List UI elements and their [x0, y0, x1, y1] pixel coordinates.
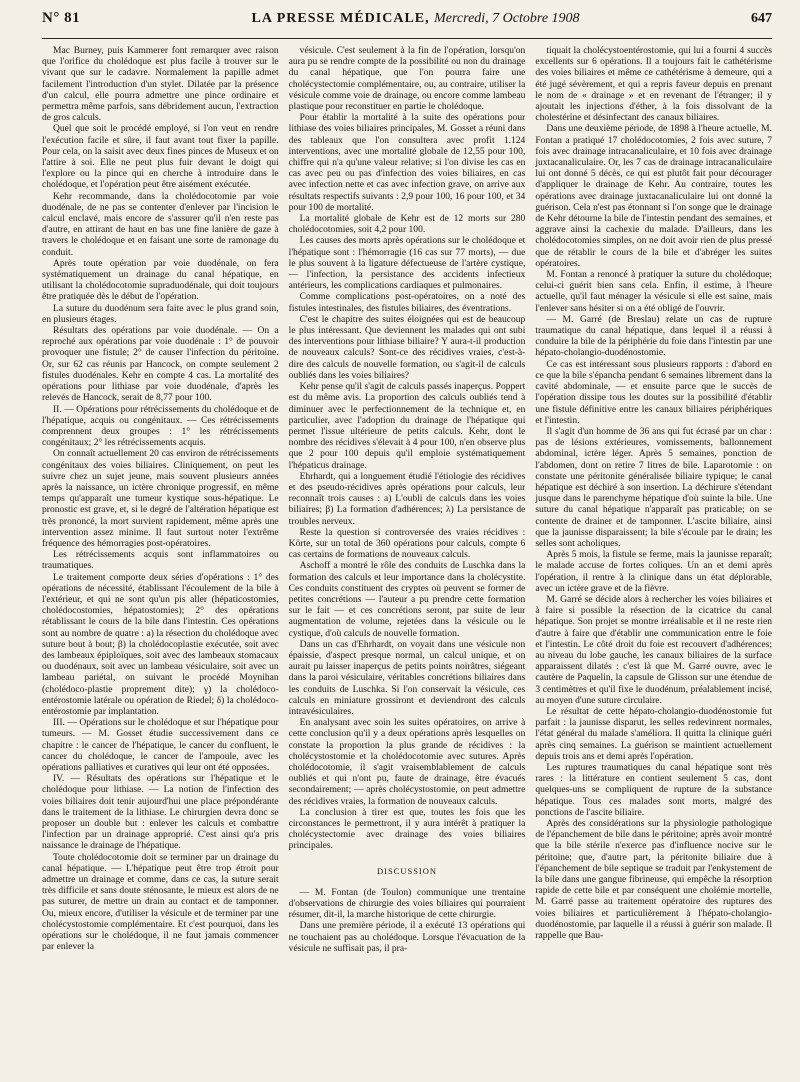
- paragraph: Il s'agit d'un homme de 36 ans qui fut écrasé par un char : pas de lésions extérieures, vomissements, ballonnement abdominal, ictère léger. Après 5 semaines, ponction de l'abdomen, dont on retire 7 litres de bile. Laparotomie : on constate une péritonite généralisée biliaire typique; le canal hépatique est déchiré à son insertion. La déchirure s'étendant jusque dans le parenchyme hépatique d'où suinte la bile. Une suture du canal hépatique n'apparaît pas praticable; on se contente de drainer et de tamponner. L'ascite biliaire, ainsi que la jaunisse disparaissent; la bile s'écoule par le drain; les selles sont acholiques.: [535, 425, 772, 549]
- paragraph: IV. — Résultats des opérations sur l'hépatique et le cholédoque pour lithiase. — La notion de l'infection des voies biliaires doit tenir aujourd'hui une place prépondérante dans le traitement de la lithiase. Le chirurgien devra donc se proposer un double but : enlever les calculs et combattre l'infection par un drainage approprié. C'est ainsi qu'a pris naissance le drainage de l'hépatique.: [42, 773, 279, 852]
- paragraph: Dans une deuxième période, de 1898 à l'heure actuelle, M. Fontan a pratiqué 17 cholédocotomies, 2 fois avec suture, 7 fois avec drainage intracanaliculaire, et 10 fois avec drainage juxtacanaliculaire. Or, les 7 cas de drainage intracanaliculaire lui ont donné 5 décès, ce qui est plutôt fait pour décourager d'appliquer le drainage de Kehr. Au contraire, toutes les opérations avec drainage juxtacanaliculaire lui ont donné la guérison. Cela n'est pas étonnant si l'on songe que le drainage de Kehr détourne la bile de l'intestin pendant des semaines, et aggrave ainsi la cachexie du malade. D'ailleurs, dans les cholédocotomies simples, on ne doit avoir rien de plus pressé que de rétablir le cours de la bile et d'abréger les suites opératoires.: [535, 123, 772, 269]
- section-heading: DISCUSSION: [376, 865, 438, 876]
- paragraph: Kehr recommande, dans la cholédocotomie par voie duodénale, de ne pas se contenter d'enlever par l'incision le calcul enclavé, mais encore de s'assurer qu'il n'en reste pas d'autre, en attirant de haut en bas une fine lanière de gaze à travers le cholédoque et en faisant une sorte de ramonage du conduit.: [42, 190, 279, 258]
- paragraph: Les rétrécissements acquis sont inflammatoires ou traumatiques.: [42, 549, 279, 572]
- paragraph: La suture du duodénum sera faite avec le plus grand soin, en plusieurs étages.: [42, 302, 279, 325]
- paragraph: — M. Fontan (de Toulon) communique une trentaine d'observations de chirurgie des voies biliaires qui pourraient résumer, dit-il, la marche historique de cette chirurgie.: [288, 886, 526, 921]
- paragraph: Résultats des opérations par voie duodénale. — On a reproché aux opérations par voie duodénale : 1° de pouvoir provoquer une fistule; 2° de causer l'infection du péritoine. Or, sur 62 cas réunis par Hancock, on compte seulement 2 fistules duodénales. Kehr en compte 4 cas. La mortalité des opérations pour lithiase par voie duodénale, d'après les relevés de Hancock, serait de 8,77 pour 100.: [42, 325, 279, 404]
- page-number: 647: [750, 11, 772, 26]
- paragraph: C'est le chapitre des suites éloignées qui est de beaucoup le plus intéressant. Que deviennent les malades qui ont subi des interventions pour lithiase biliaire? Y aura-t-il production de nouveaux calculs? Sont-ce des récidives vraies, c'est-à-dire des calculs de nouvelle formation, ou s'agit-il de calculs oubliés dans les voies biliaires?: [288, 313, 526, 381]
- paragraph: III. — Opérations sur le cholédoque et sur l'hépatique pour tumeurs. — M. Gosset étudie successivement dans ce chapitre : le cancer de l'hépatique, le cancer du confluent, le cancer du cholédoque, le cancer de l'ampoule, avec les opérations palliatives et curatives qui leur ont été opposées.: [42, 717, 279, 773]
- paragraph: Ce cas est intéressant sous plusieurs rapports : d'abord en ce que la bile s'épancha pendant 6 semaines librement dans la cavité abdominale, — et ensuite parce que le succès de l'opération dissipe tous les doutes sur la possibilité d'établir une fistule définitive entre les canaux biliaires périphériques et l'intestin.: [535, 358, 772, 426]
- column-3: [535, 45, 772, 1075]
- paragraph: Pour établir la mortalité à la suite des opérations pour lithiase des voies biliaires principales, M. Gosset a réuni dans des tableaux que l'on consultera avec profit 1.124 interventions, avec une mortalité globale de 12,55 pour 100, chiffre qui n'a qu'une valeur relative; si l'on divise les cas en cas avec peu ou pas d'infection des voies biliaires, en cas avec infection nette et cas avec infection grave, on arrive aux résultats respectifs suivants : 2,9 pour 100, 16 pour 100, et 34 pour 100 de mortalité.: [288, 112, 526, 213]
- paragraph: M. Garré se décide alors à rechercher les voies biliaires et à faire si possible la résection de la cicatrice du canal hépatique. Son projet se montre irréalisable et il ne reste rien d'autre à faire que d'établir une communication entre le foie et l'intestin. Le côté droit du foie est recouvert d'adhérences; au niveau du lobe gauche, les canaux biliaires de la surface apparaissent dilatés : c'est là que M. Garré ouvre, avec le cautère de Paquelin, la capsule de Glisson sur une étendue de 3 centimètres et qu'il fixe le duodénum, préalablement incisé, au moyen d'une suture circulaire.: [535, 593, 772, 706]
- masthead: [252, 11, 580, 27]
- paragraph: Après des considérations sur la physiologie pathologique de l'épanchement de bile dans le péritoine; après avoir montré que la bile stérile n'exerce pas d'influence nocive sur le péritoine; que, d'autre part, la péritonite biliaire due à l'épanchement de bile septique se traduit par l'enkystement de la bile dans une gangue fibrineuse, qui empêche la résorption rapide de cette bile et par conséquent une cholémie mortelle, M. Garré passe au traitement opératoire des ruptures des voies biliaires et particulièrement à l'hépato-cholangio-duodénostomie, par laquelle il a réussi à guérir son malade. Il rappelle que Bau-: [535, 818, 772, 942]
- paragraph: La mortalité globale de Kehr est de 12 morts sur 280 cholédocotomies, soit 4,2 pour 100.: [288, 213, 526, 236]
- paragraph: Mac Burney, puis Kammerer font remarquer avec raison que l'orifice du cholédoque est plus facile à trouver sur le vivant que sur le cadavre. Normalement la papille admet facilement l'introduction d'un stylet. Dilatée par la présence d'un calcul, elle pourra admettre une pince ordinaire et permettra même parfois, sans débridement aucun, l'extraction de gros calculs.: [42, 45, 279, 124]
- paragraph: Le résultat de cette hépato-cholangio-duodénostomie fut parfait : la jaunisse disparut, les selles redevinrent normales, l'état général du malade s'améliora. Il quitta la clinique guéri après cinq semaines. La guérison se maintient actuellement depuis trois ans et demi après l'opération.: [535, 705, 772, 762]
- column-2: [289, 45, 526, 1075]
- journal-title: LA PRESSE MÉDICALE,: [251, 11, 430, 26]
- paragraph: En analysant avec soin les suites opératoires, on arrive à cette conclusion qu'il y a deux opérations après lesquelles on constate la proportion la plus grande de récidives : la cholécystostomie et la cholédocotomie avec sutures. Après cholédocotomie, il s'agit vraisemblablement de calculs oubliés et qui n'ont pu, faute de drainage, être évacués secondairement; — après cholécystostomie, on peut admettre des récidives vraies, la formation de nouveaux calculs.: [288, 717, 526, 807]
- paragraph: Toute cholédocotomie doit se terminer par un drainage du canal hépatique. — L'hépatique peut être trop étroit pour admettre un drainage et comme, dans ce cas, la suture serait très difficile et sans doute sténosante, le mieux est alors de ne pas suturer, de mettre un drain au contact et de tamponner. Ou, mieux encore, d'utiliser la vésicule et de terminer par une cholécystostomie complémentaire. Et c'est pourquoi, dans les opérations sur le cholédoque, il ne faut jamais commencer par enlever la: [42, 851, 279, 953]
- page-header: [42, 10, 772, 36]
- paragraph: La conclusion à tirer est que, toutes les fois que les circonstances le permettront, il y aura intérêt à pratiquer la cholécystectomie avec drainage des voies biliaires principales.: [288, 806, 526, 852]
- issue-number: N° 81: [42, 10, 81, 26]
- paragraph: Reste la question si controversée des vraies récidives : Körte, sur un total de 360 opérations pour calculs, compte 6 cas certains de formations de nouveaux calculs.: [288, 526, 526, 561]
- paragraph: II. — Opérations pour rétrécissements du cholédoque et de l'hépatique, acquis ou congénitaux. — Ces rétrécissements comprennent deux groupes : 1° les rétrécissements congénitaux; 2° les rétrécissements acquis.: [42, 403, 279, 449]
- paragraph: — M. Garré (de Breslau) relate un cas de rupture traumatique du canal hépatique, dans lequel il a réussi à conduire la bile de la périphérie du foie dans l'intestin par une hépato-cholangio-duodénostomie.: [535, 313, 772, 359]
- paragraph: Kehr pense qu'il s'agit de calculs passés inaperçus. Poppert est du même avis. La proportion des calculs oubliés tend à diminuer avec le perfectionnement de la technique et, en particulier, avec l'adoption du drainage de l'hépatique qui permet l'issue ultérieure de petits calculs. Kehr, dont le nombre des récidives s'élevait à 4 pour 100, n'en observe plus que 2 pour 100 depuis qu'il emploie systématiquement l'hépaticus drainage.: [288, 381, 526, 471]
- issue-date: Mercredi, 7 Octobre 1908: [434, 11, 580, 26]
- column-1: [42, 45, 279, 1075]
- paragraph: Ehrhardt, qui a longuement étudié l'étiologie des récidives et des pseudo-récidives après opérations pour calculs, leur reconnaît trois causes : a) L'oubli de calculs dans les voies biliaires; β) La formation d'adhérences; λ) La persistance de troubles nerveux.: [288, 470, 526, 527]
- paragraph: Quel que soit le procédé employé, si l'on veut en rendre l'exécution facile et sûre, il faut avant tout fixer la papille. Pour cela, on la saisit avec deux fines pinces de Museux et on l'attire à soi. Elle ne peut plus fuir devant le doigt qui l'explore ou la pince qui en cherche à introduire dans le cholédoque, et l'opération peut être aisément exécutée.: [42, 123, 279, 191]
- paragraph: Comme complications post-opératoires, on a noté des fistules intestinales, des fistules biliaires, des éventrations.: [288, 291, 526, 314]
- paragraph: Les causes des morts après opérations sur le cholédoque et l'hépatique sont : l'hémorragie (16 cas sur 77 morts), — due le plus souvent à la ligature défectueuse de l'artère cystique, — l'infection, la persistance des accidents infectieux antérieurs, les complications cardiaques et pulmonaires.: [288, 235, 526, 292]
- paragraph: Aschoff a montré le rôle des conduits de Luschka dans la formation des calculs et leur importance dans la cholécystite. Ces conduits constituent des cryptes où peuvent se former de petites concrétions — l'auteur a pu prendre cette formation sur le fait — et ces concrétions seront, par suite de leur augmentation de volume, rejetées dans la vésicule ou le cystique, d'où calculs de nouvelle formation.: [288, 560, 526, 639]
- paragraph: Après toute opération par voie duodénale, on fera systématiquement un drainage du canal hépatique, en utilisant la cholédocotomie supraduodénale, qui doit toujours être pratiquée dès le début de l'opération.: [42, 257, 279, 303]
- paragraph: Le traitement comporte deux séries d'opérations : 1° des opérations de nécessité, établissant l'écoulement de la bile à l'extérieur, et qui ne sont qu'un pis aller (hépaticostomies, cholédocostomies, hépatostomies); 2° des opérations rétablissant le cours de la bile dans l'intestin. Ces opérations sont au nombre de quatre : a) la résection du cholédoque avec suture bout à bout; β) la cholédocoplastie exécutée, soit avec des lambeaux épiploïques, soit avec des lambeaux stomacaux ou duodénaux, soit avec un lambeau vésiculaire, soit avec un lambeau pariétal, on suivant le procédé Moynihan (cholédoco-plastie proprement dite); γ) la cholédoco-entérostomie latérale ou opération de Riedel; δ) la cholédoco-entérostomie par implantation.: [42, 571, 279, 717]
- paragraph: Dans un cas d'Ehrhardt, on voyait dans une vésicule non épaissie, d'aspect presque normal, un calcul unique, et on aurait pu laisser inaperçus de petits points noirâtres, siégeant dans la paroi vésiculaire, véritables concrétions biliaires dans les conduits de Luschka. Si l'on conservait la vésicule, ces calculs en miniature grossiront et deviendront des calculs intravésiculaires.: [288, 638, 526, 717]
- paragraph: M. Fontan a renoncé à pratiquer la suture du cholédoque; celui-ci guérit bien sans cela. Enfin, il estime, à l'heure actuelle, qu'il faut ménager la vésicule si elle est saine, mais l'enlever sans hésiter si on a été obligé de l'ouvrir.: [535, 269, 772, 314]
- paragraph: On connaît actuellement 20 cas environ de rétrécissements congénitaux des voies biliaires. Cliniquement, on peut les suivre chez un sujet jeune, mais souvent plusieurs années après la naissance, un ictère chronique progressif, en même temps qu'apparaît une tumeur kystique sous-hépatique. Le pronostic est grave, et, si le degré de l'altération hépatique est très prononcé, la mort survient rapidement, même après une intervention assez minime. Il faut surtout noter l'extrême fréquence des hémorragies post-opératoires.: [42, 448, 279, 549]
- text-columns: [42, 45, 772, 1075]
- paragraph: vésicule. C'est seulement à la fin de l'opération, lorsqu'on aura pu se rendre compte de la possibilité ou non du drainage du canal hépatique, que l'on pourra faire une cholécystectomie complémentaire, ou, au contraire, utiliser la vésicule comme voie de drainage, ou encore comme lambeau plastique pour reconstituer en partie le cholédoque.: [288, 45, 526, 113]
- paragraph: Dans une première période, il a exécuté 13 opérations qui ne touchaient pas au cholédoque. Lorsque l'évacuation de la vésicule ne suffisait pas, il pra-: [288, 920, 526, 954]
- paragraph: Les ruptures traumatiques du canal hépatique sont très rares : la littérature en contient seulement 5 cas, dont quelques-uns se compliquent de rupture de la substance hépatique. Tous ces malades sont morts, malgré des ponctions de l'ascite biliaire.: [535, 762, 772, 818]
- paragraph: Après 5 mois, la fistule se ferme, mais la jaunisse reparaît; le malade accuse de fortes coliques. Un an et demi après l'opération, il rentre à la clinique dans un état déplorable, avec un ictère grave et de la fièvre.: [535, 549, 772, 594]
- paragraph: tiquait la cholécystoentérostomie, qui lui a fourni 4 succès excellents sur 6 opérations. Il a toujours fait le cathétérisme des voies biliaires et même ce cathétérisme à demeure, qui a été jugé sévèrement, et qui a repris faveur depuis en prenant le nom de « drainage » et en revenant de l'étranger; il y ajoutait les injections d'éther, à la fois dissolvant de la cholestérine et désinfectant des canaux biliaires.: [535, 45, 772, 124]
- header-rule: [42, 38, 772, 39]
